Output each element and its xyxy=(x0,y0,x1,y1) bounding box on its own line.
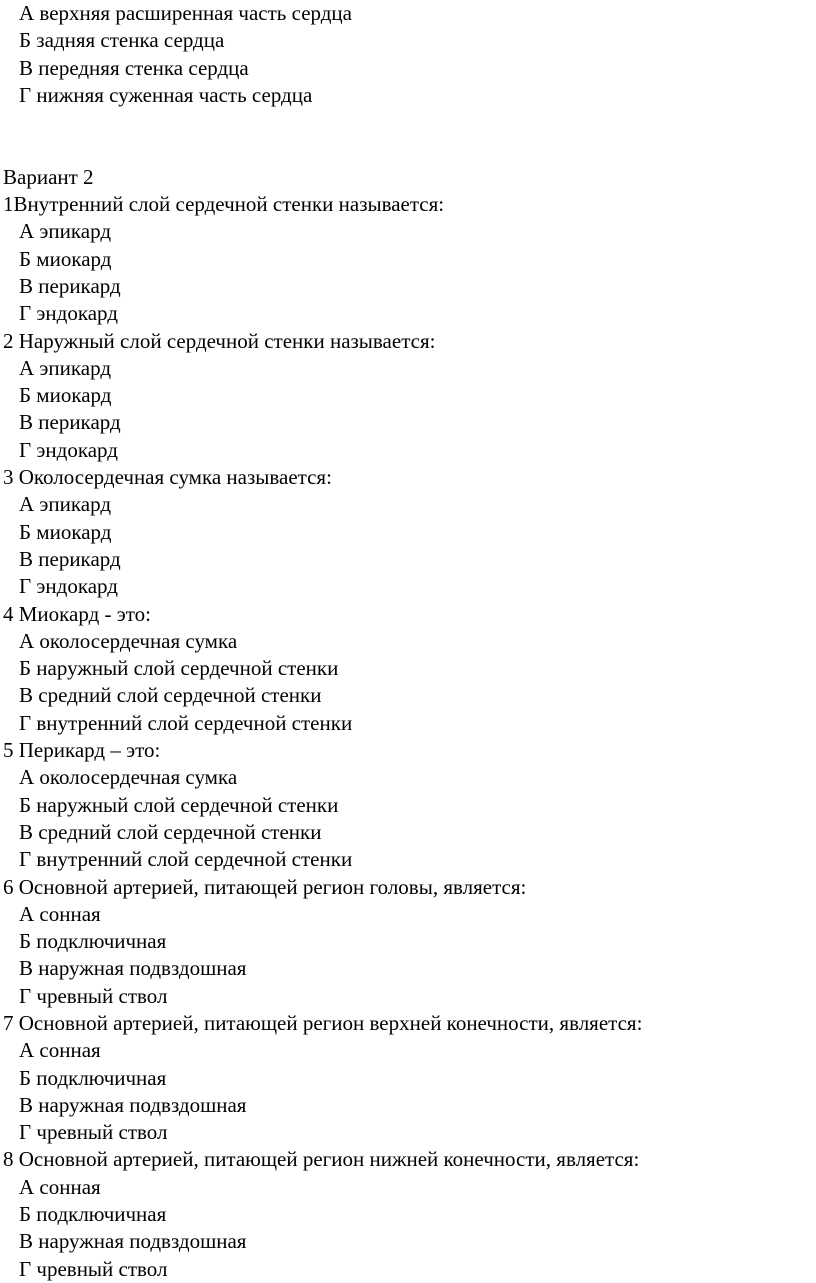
answer-option: Г эндокард xyxy=(19,574,118,599)
question-7 xyxy=(3,1010,813,1146)
answer-option: Г чревный ствол xyxy=(19,1256,168,1281)
question-text: 6 Основной артерией, питающей регион головы, является: xyxy=(3,874,527,899)
answer-option: В передняя стенка сердца xyxy=(19,55,249,80)
answer-option: Г эндокард xyxy=(19,437,118,462)
answer-option: В наружная подвздошная xyxy=(19,1229,247,1254)
question-text: 7 Основной артерией, питающей регион верхней конечности, является: xyxy=(3,1010,643,1035)
answer-option: Г чревный ствол xyxy=(19,983,168,1008)
answer-option: Б наружный слой сердечной стенки xyxy=(19,792,339,817)
answer-option: Б миокард xyxy=(19,519,112,544)
answer-option: В наружная подвздошная xyxy=(19,956,247,981)
document-page xyxy=(3,0,813,1283)
answer-option: А эпикард xyxy=(19,219,112,244)
answer-option: Б миокард xyxy=(19,246,112,271)
answer-option: А сонная xyxy=(19,1174,101,1199)
answer-option: Б подключичная xyxy=(19,1202,167,1227)
answer-option: В наружная подвздошная xyxy=(19,1092,247,1117)
answer-option: Г внутренний слой сердечной стенки xyxy=(19,847,353,872)
question-4 xyxy=(3,601,813,737)
answer-option: В перикард xyxy=(19,546,121,571)
answer-option: А эпикард xyxy=(19,492,112,517)
answer-option: Б подключичная xyxy=(19,1065,167,1090)
question-text: 3 Околосердечная сумка называется: xyxy=(3,465,332,490)
answer-option: Г чревный ствол xyxy=(19,1120,168,1145)
question-text: 4 Миокард - это: xyxy=(3,601,152,626)
question-text: 1Внутренний слой сердечной стенки называется: xyxy=(3,192,445,217)
blank-gap xyxy=(3,109,813,164)
answer-option: В перикард xyxy=(19,410,121,435)
question-5 xyxy=(3,737,813,873)
answer-option: А верхняя расширенная часть сердца xyxy=(19,1,352,25)
answer-option: Г нижняя суженная часть сердца xyxy=(19,82,313,107)
answer-option: А сонная xyxy=(19,901,101,926)
answer-option: А сонная xyxy=(19,1038,101,1063)
answer-option: Б наружный слой сердечной стенки xyxy=(19,656,339,681)
answer-option: В средний слой сердечной стенки xyxy=(19,683,322,708)
question-2 xyxy=(3,328,813,464)
answer-option: Б задняя стенка сердца xyxy=(19,28,225,53)
answer-option: В перикард xyxy=(19,273,121,298)
answer-option: В средний слой сердечной стенки xyxy=(19,819,322,844)
answer-option: Г эндокард xyxy=(19,301,118,326)
question-6 xyxy=(3,874,813,1010)
question-8 xyxy=(3,1146,813,1282)
variant-title: Вариант 2 xyxy=(3,164,94,189)
answer-option: А эпикард xyxy=(19,355,112,380)
top-options-block xyxy=(3,0,813,109)
question-1 xyxy=(3,191,813,327)
answer-option: Г внутренний слой сердечной стенки xyxy=(19,710,353,735)
answer-option: А околосердечная сумка xyxy=(19,628,238,653)
question-text: 5 Перикард – это: xyxy=(3,738,161,763)
answer-option: Б миокард xyxy=(19,383,112,408)
answer-option: А околосердечная сумка xyxy=(19,765,238,790)
question-text: 2 Наружный слой сердечной стенки называется: xyxy=(3,328,436,353)
question-3 xyxy=(3,464,813,600)
question-text: 8 Основной артерией, питающей регион нижней конечности, является: xyxy=(3,1147,640,1172)
answer-option: Б подключичная xyxy=(19,929,167,954)
